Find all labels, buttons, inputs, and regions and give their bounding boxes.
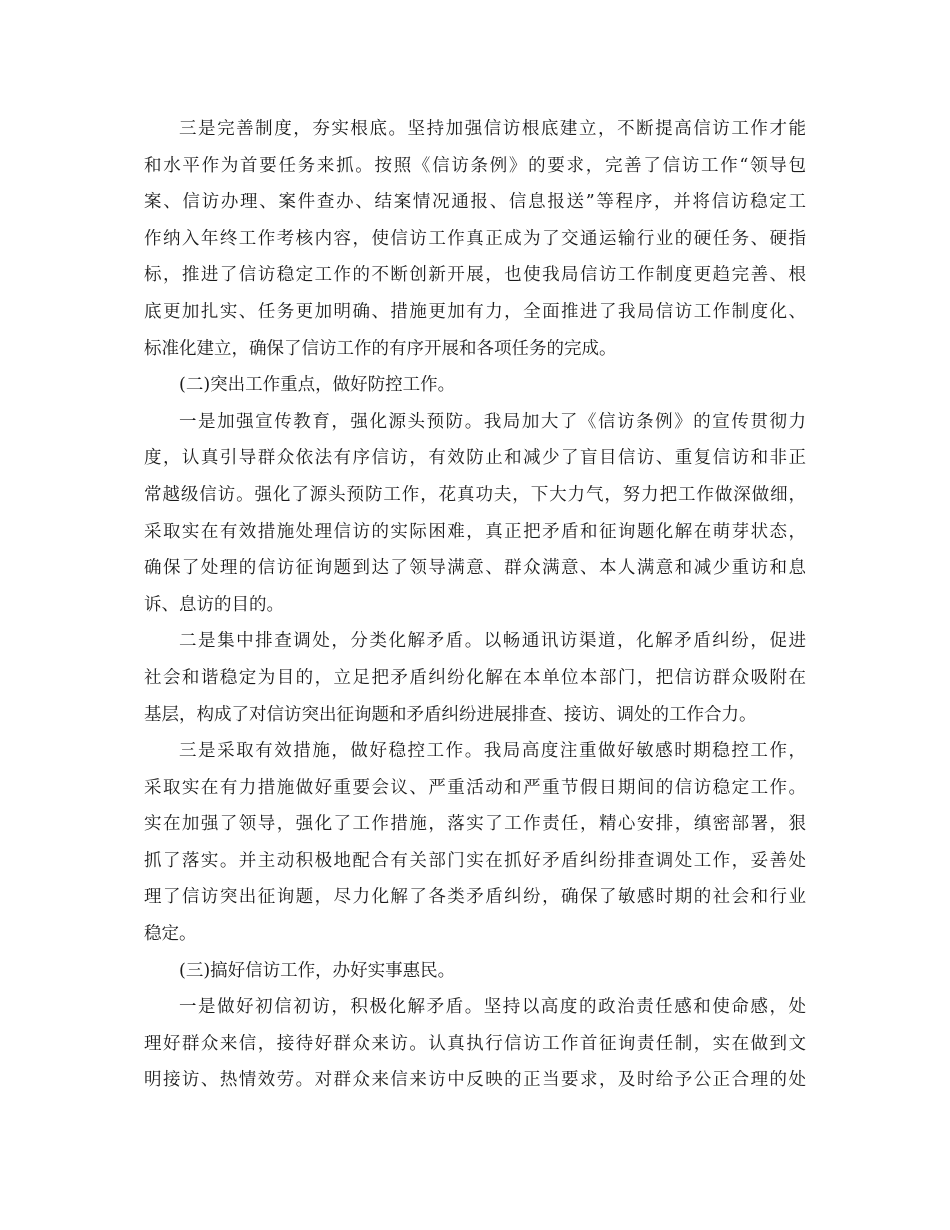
paragraph [144, 957, 806, 994]
paragraph [144, 627, 806, 737]
paragraph [144, 115, 806, 371]
paragraph [144, 371, 806, 408]
text-line: 度，认真引导群众依法有序信访，有效防止和减少了盲目信访、重复信访和非正 [144, 448, 806, 469]
text-line: 社会和谐稳定为目的，立足把矛盾纠纷化解在本单位本部门，把信访群众吸附在 [144, 667, 806, 688]
text-line: 确保了处理的信访征询题到达了领导满意、群众满意、本人满意和减少重访和息 [144, 558, 806, 579]
text-line: 理好群众来信，接待好群众来访。认真执行信访工作首征询责任制，实在做到文 [144, 1033, 806, 1054]
paragraph [144, 408, 806, 628]
text-line: 二是集中排查调处，分类化解矛盾。以畅通讯访渠道，化解矛盾纠纷，促进 [179, 631, 806, 652]
paragraph [144, 993, 806, 1103]
text-line: 稳定。 [144, 924, 197, 945]
text-line: 一是做好初信初访，积极化解矛盾。坚持以高度的政治责任感和使命感，处 [179, 997, 806, 1018]
text-line: 案、信访办理、案件查办、结案情况通报、信息报送”等程序，并将信访稳定工 [144, 192, 806, 213]
text-line: 和水平作为首要任务来抓。按照《信访条例》的要求，完善了信访工作“领导包 [144, 155, 806, 176]
document-page [144, 115, 806, 1103]
text-line: 三是完善制度，夯实根底。坚持加强信访根底建立，不断提高信访工作才能 [179, 119, 806, 139]
text-line: 三是采取有效措施，做好稳控工作。我局高度注重做好敏感时期稳控工作， [179, 741, 806, 762]
text-line: 诉、息访的目的。 [144, 594, 284, 615]
text-line: 理了信访突出征询题，尽力化解了各类矛盾纠纷，确保了敏感时期的社会和行业 [144, 887, 806, 908]
text-line: 基层，构成了对信访突出征询题和矛盾纠纷进展排查、接访、调处的工作合力。 [144, 704, 757, 725]
text-line: 一是加强宣传教育，强化源头预防。我局加大了《信访条例》的宣传贯彻力 [179, 411, 806, 432]
text-line: 抓了落实。并主动积极地配合有关部门实在抓好矛盾纠纷排查调处工作，妥善处 [144, 850, 806, 871]
text-line: 作纳入年终工作考核内容，使信访工作真正成为了交通运输行业的硬任务、硬指 [144, 228, 806, 249]
paragraph [144, 737, 806, 957]
text-line: 标，推进了信访稳定工作的不断创新开展，也使我局信访工作制度更趋完善、根 [144, 265, 806, 286]
text-line: (三)搞好信访工作，办好实事惠民。 [179, 960, 456, 981]
text-line: 采取实在有力措施做好重要会议、严重活动和严重节假日期间的信访稳定工作。 [144, 777, 806, 798]
text-line: 明接访、热情效劳。对群众来信来访中反映的正当要求，及时给予公正合理的处 [144, 1070, 806, 1091]
text-line: 标准化建立，确保了信访工作的有序开展和各项任务的完成。 [144, 338, 617, 359]
text-line: 底更加扎实、任务更加明确、措施更加有力，全面推进了我局信访工作制度化、 [144, 301, 806, 322]
text-line: 采取实在有效措施处理信访的实际困难，真正把矛盾和征询题化解在萌芽状态， [144, 521, 806, 542]
text-line: (二)突出工作重点，做好防控工作。 [179, 375, 456, 396]
text-line: 常越级信访。强化了源头预防工作，花真功夫，下大力气，努力把工作做深做细， [144, 484, 806, 505]
text-line: 实在加强了领导，强化了工作措施，落实了工作责任，精心安排，缜密部署，狠 [144, 814, 806, 835]
